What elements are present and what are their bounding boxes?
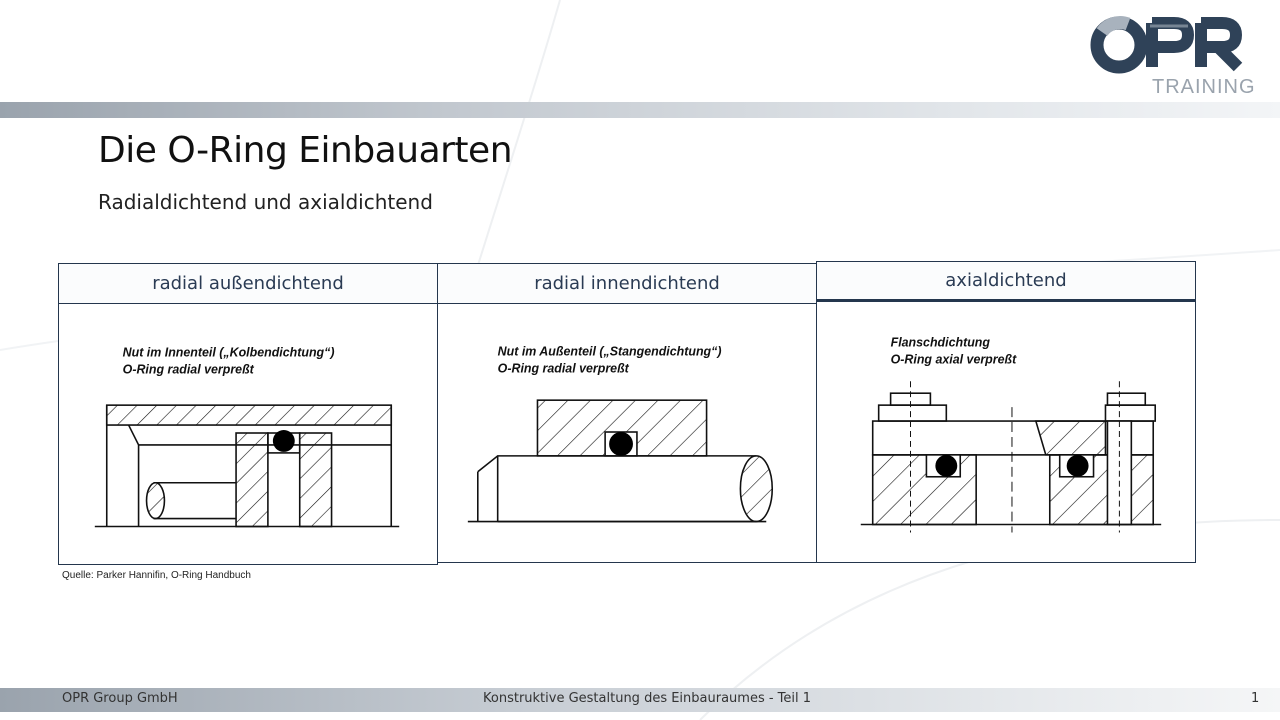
drawing-piston-seal — [59, 304, 437, 564]
drawing-flange-seal — [817, 302, 1195, 562]
panel-axial — [816, 261, 1196, 563]
logo-training-text: TRAINING — [1152, 76, 1256, 98]
drawing-label-3a: Flanschdichtung — [890, 335, 991, 350]
drawing-label-2a: Nut im Außenteil („Stangendichtung“) — [497, 344, 722, 359]
drawing-label-1a: Nut im Innenteil („Kolbendichtung“) — [122, 345, 335, 360]
header-band — [0, 102, 1280, 118]
drawing-label-1b: O-Ring radial verpreßt — [122, 362, 254, 377]
footer-company: OPR Group GmbH — [62, 691, 178, 706]
mounting-types-panels — [58, 261, 1196, 563]
source-citation: Quelle: Parker Hannifin, O-Ring Handbuch — [62, 570, 251, 581]
drawing-label-2b: O-Ring radial verpreßt — [497, 361, 629, 376]
footer-title: Konstruktive Gestaltung des Einbauraumes - Teil 1 — [483, 691, 812, 706]
panel-header-axial: axialdichtend — [817, 262, 1195, 302]
drawing-rod-seal — [438, 304, 816, 562]
page-number: 1 — [1251, 691, 1260, 706]
page-title: Die O-Ring Einbauarten — [98, 130, 513, 171]
panel-header-radial-outer: radial außendichtend — [59, 264, 437, 304]
panel-radial-inner — [437, 263, 817, 563]
panel-radial-outer — [58, 263, 438, 565]
piston-seal-diagram — [59, 304, 437, 564]
flange-seal-diagram — [817, 302, 1195, 562]
panel-header-radial-inner: radial innendichtend — [438, 264, 816, 304]
drawing-label-3b: O-Ring axial verpreßt — [890, 352, 1017, 367]
opr-training-logo — [1088, 14, 1263, 98]
rod-seal-diagram — [438, 304, 816, 562]
page-subtitle: Radialdichtend und axialdichtend — [98, 190, 433, 214]
